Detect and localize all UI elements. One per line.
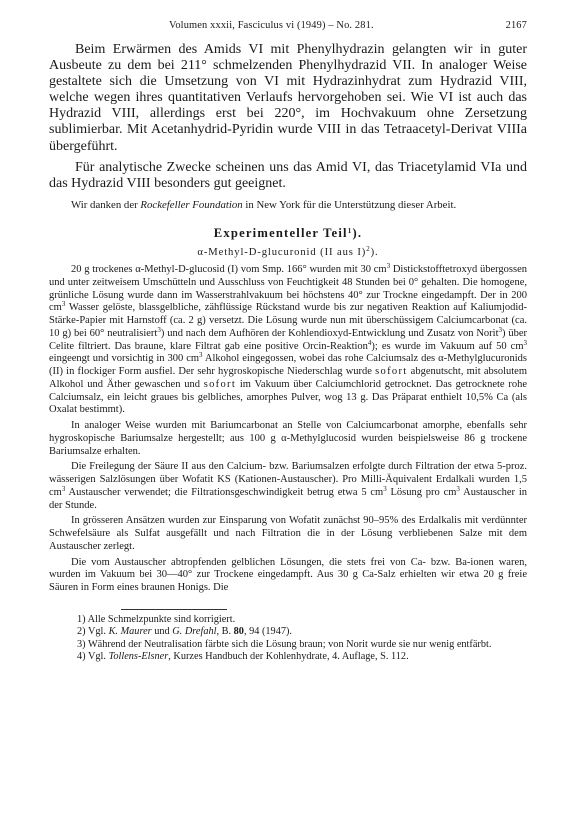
footnotes — [49, 614, 527, 664]
footnote-2: 2) Vgl. K. Maurer und G. Drefahl, B. 80, 94 (1947). — [77, 626, 292, 638]
running-title: Volumen xxxii, Fasciculus vi (1949) – No. 281. — [169, 20, 374, 31]
section-heading: Experimenteller Teil$^1$). — [213, 226, 363, 241]
acknowledgement: Wir danken der Rockefeller Foundation in New York für die Unterstützung dieser Arbeit. — [71, 198, 457, 211]
page-number: 2167 — [505, 20, 527, 31]
footnote-ref: 2 — [366, 245, 371, 254]
lead-paragraph-1: Beim Erwärmen des Amids VI mit Phenylhydrazin gelangten wir in guter Ausbeute zu dem bei 211° schmelzenden Phenylhydrazid VII. In analoger Weise gestaltete sich die Umsetzung von VI mit Hydrazinhydrat zum Hydrazid VIII, welche wegen ihres quantitativen Verlaufs hervorgehoben sei. Wie VI ist auch das Hydrazid VIII, allerdings erst bei 220°, im Hochvakuum ohne Zersetzung sublimierbar. Mit Acetanhydrid-Pyridin wurde VIII in das Tetraacetyl-Derivat VIIIa übergeführt. — [49, 42, 527, 154]
body-paragraph-5: Die vom Austauscher abtropfenden gelblichen Lösungen, die stets frei von Ca- bzw. Ba-ionen waren, wurden im Vakuum bei 30—40° zur Trockene eingedampft. Aus 30 g Ca-Salz erhielten wir etwa 20 g freie Säuren in Form eines braunen Honigs. Die — [49, 556, 527, 594]
running-header — [169, 20, 527, 31]
lead-text — [49, 42, 527, 192]
lead-paragraph-2: Für analytische Zwecke scheinen uns das Amid VI, das Triacetylamid VIa und das Hydrazid VIII besonders gut geeignet. — [49, 159, 527, 191]
body-paragraph-3: Die Freilegung der Säure II aus den Calcium- bzw. Bariumsalzen erfolgte durch Filtration der etwa 5-proz. wässerigen Salzlösungen über Wofatit KS (Kationen-Austauscher). Pro Milli-Äquivalent Erdalkali wurden 1,5 $cm^3$ Austauscher verwendet; die Filtrationsgeschwindigkeit betrug etwa 5 $cm^3$ Lösung pro $cm^3$ Austauscher in der Stunde. — [49, 461, 527, 511]
foundation-name: Rockefeller Foundation — [140, 198, 243, 211]
footnote-4: 4) Vgl. Tollens-Elsner, Kurzes Handbuch der Kohlenhydrate, 4. Auflage, S. 112. — [77, 651, 409, 663]
body-paragraph-4: In grösseren Ansätzen wurden zur Einsparung von Wofatit zunächst 90–95% des Erdalkalis mit verdünnter Schwefelsäure als Sulfat ausgefällt und nach Filtration die in der Lösung verbliebenen Salze mit dem Austauscher zerlegt. — [49, 515, 527, 552]
subsection-heading: α-Methyl-D-glucuronid (II aus I)$^2$). — [197, 245, 379, 259]
body-paragraph-1: 20 g trockenes α-Methyl-D-glucosid (I) vom Smp. 166° wurden mit 30 $cm^3$ Distickstofftetroxyd übergossen und unter zeitweisem Umschütteln und Ausschluss von Feuchtigkeit 48 Stunden bei 0° gehalten. Die homogene, grünliche Lösung wurde dann im Wasserstrahlvakuum bei höchstens 40° zur Trockne eingedampft. Der in 200 $cm^3$ Wasser gelöste, blassgelbliche, zähflüssige Rückstand wurde bis zur negativen Reaktion auf Kaliumjodid-Stärke-Papier mit Harnstoff (ca. 2 g) versetzt. Die Lösung wurde nun mit überschüssigem Calciumcarbonat (ca. 10 g) bei 60° neutralisiert$^3$) und nach dem Aufhören der Kohlendioxyd-Entwicklung und Zusatz von Norit$^3$) über Celite filtriert. Das braune, klare Filtrat gab eine positive Orcin-Reaktion$^4$); es wurde im Vakuum auf 50 $cm^3$ eingeengt und vorsichtig in 300 $cm^3$ Alkohol eingegossen, wobei das rohe Calciumsalz des α-Methylglucuronids (II) in flockiger Form ausfiel. Der sehr hygroskopische Niederschlag wurde sofort abgenutscht, mit absolutem Alkohol und Äther gewaschen und sofort im Vakuum über Calciumchlorid getrocknet. Das getrocknete rohe Calciumsalz, ein leicht graues bis gelbliches, amorphes Pulver, wog 13 g. Das Präparat enthielt 10,5% Ca (als Oxalat bestimmt). — [49, 262, 528, 416]
body-paragraph-2: In analoger Weise wurden mit Bariumcarbonat an Stelle von Calciumcarbonat amorphe, ebenfalls sehr hygroskopische Bariumsalze hergestellt; aus 100 g α-Methylglucosid wurden beispielsweise 86 g trockene Bariumsalze erhalten. — [49, 420, 527, 457]
footnote-1: 1) Alle Schmelzpunkte sind korrigiert. — [77, 613, 236, 625]
footnote-divider — [121, 609, 227, 610]
experimental-body — [49, 264, 527, 595]
footnote-3: 3) Während der Neutralisation färbte sich die Lösung braun; von Norit wurde sie nur wenig entfärbt. — [77, 638, 492, 650]
footnote-ref: 1 — [347, 227, 353, 236]
